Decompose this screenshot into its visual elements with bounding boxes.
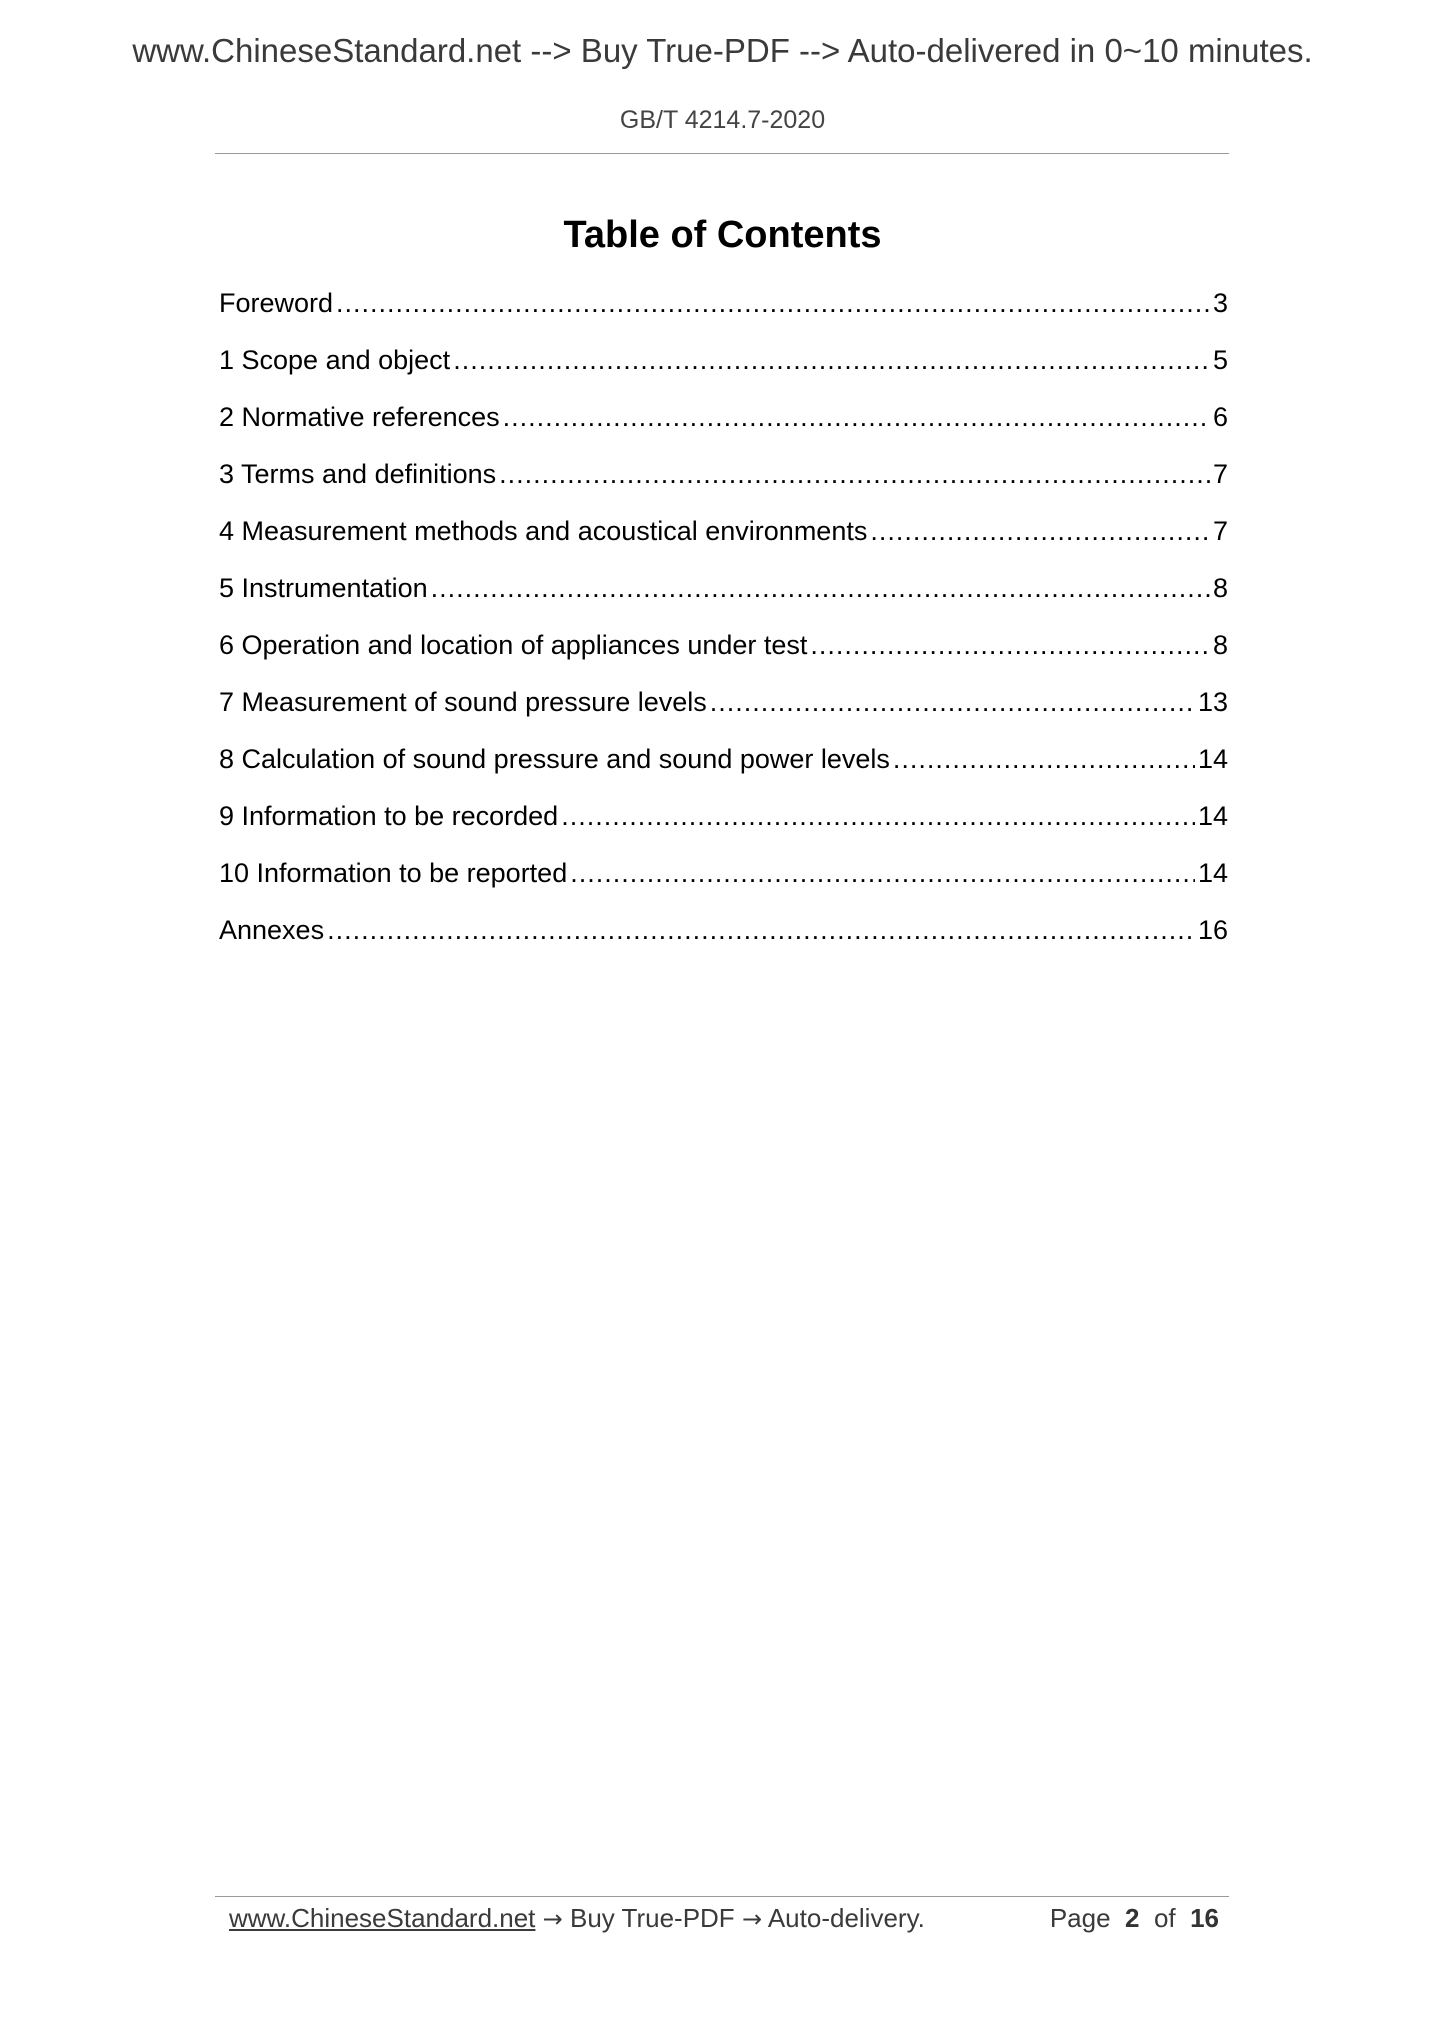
toc-entry[interactable] [219, 511, 1228, 568]
total-pages-number: 16 [1190, 1903, 1219, 1933]
toc-entry-page[interactable]: 3 [1212, 288, 1228, 318]
toc-entry-label[interactable]: 1 Scope and object [219, 345, 451, 375]
toc-list [219, 283, 1228, 967]
page-word: Page [1049, 1903, 1111, 1933]
footer-divider [215, 1896, 1229, 1897]
page-indicator [1050, 1898, 1219, 1938]
toc-entry-page[interactable]: 7 [1212, 516, 1228, 546]
toc-entry[interactable] [219, 340, 1228, 397]
toc-leader-dots [810, 625, 1210, 665]
footer-delivery-text: Auto-delivery. [767, 1903, 925, 1933]
toc-leader-dots [327, 910, 1195, 950]
toc-entry-page[interactable]: 14 [1197, 858, 1228, 888]
toc-entry-page[interactable]: 13 [1197, 687, 1228, 717]
header-divider [215, 153, 1229, 154]
toc-leader-dots [499, 454, 1210, 494]
toc-entry-label[interactable]: Foreword [219, 288, 334, 318]
toc-entry-page[interactable]: 14 [1197, 744, 1228, 774]
toc-entry-label[interactable]: 8 Calculation of sound pressure and sound power levels [219, 744, 890, 774]
toc-entry-label[interactable]: 7 Measurement of sound pressure levels [219, 687, 707, 717]
toc-entry[interactable] [219, 853, 1228, 910]
toc-entry[interactable] [219, 625, 1228, 682]
toc-leader-dots [453, 340, 1210, 380]
toc-entry-page[interactable]: 6 [1212, 402, 1228, 432]
right-arrow-icon: → [741, 1905, 763, 1933]
toc-entry[interactable] [219, 682, 1228, 739]
toc-entry[interactable] [219, 910, 1228, 967]
page-footer [229, 1898, 1229, 1938]
toc-entry-page[interactable]: 5 [1212, 345, 1228, 375]
toc-leader-dots [570, 853, 1195, 893]
footer-buy-text: Buy True-PDF [569, 1903, 735, 1933]
toc-title: Table of Contents [563, 214, 882, 256]
toc-entry-label[interactable]: 6 Operation and location of appliances under test [219, 630, 808, 660]
toc-leader-dots [503, 397, 1210, 437]
toc-entry-page[interactable]: 8 [1212, 630, 1228, 660]
document-code: GB/T 4214.7-2020 [619, 106, 826, 134]
toc-entry-page[interactable]: 14 [1197, 801, 1228, 831]
top-banner: www.ChineseStandard.net --> Buy True-PDF --> Auto-delivered in 0~10 minutes. [132, 32, 1313, 69]
toc-leader-dots [431, 568, 1210, 608]
toc-entry-label[interactable]: 3 Terms and definitions [219, 459, 497, 489]
toc-entry-page[interactable]: 7 [1212, 459, 1228, 489]
of-word: of [1153, 1903, 1176, 1933]
toc-entry-label[interactable]: 2 Normative references [219, 402, 500, 432]
toc-entry[interactable] [219, 397, 1228, 454]
toc-entry-label[interactable]: 10 Information to be reported [219, 858, 568, 888]
toc-leader-dots [870, 511, 1210, 551]
toc-entry[interactable] [219, 283, 1228, 340]
toc-entry[interactable] [219, 568, 1228, 625]
right-arrow-icon: → [542, 1905, 563, 1933]
toc-leader-dots [336, 283, 1210, 323]
toc-leader-dots [893, 739, 1195, 779]
current-page-number: 2 [1125, 1903, 1140, 1933]
toc-entry[interactable] [219, 454, 1228, 511]
toc-leader-dots [710, 682, 1195, 722]
toc-leader-dots [561, 796, 1195, 836]
toc-entry[interactable] [219, 796, 1228, 853]
footer-site-link[interactable]: www.ChineseStandard.net [229, 1903, 536, 1933]
toc-entry-label[interactable]: 4 Measurement methods and acoustical environments [219, 516, 868, 546]
footer-promo [229, 1898, 925, 1939]
toc-entry-label[interactable]: 5 Instrumentation [219, 573, 428, 603]
toc-entry-page[interactable]: 16 [1197, 915, 1228, 945]
toc-entry-label[interactable]: 9 Information to be recorded [219, 801, 559, 831]
toc-entry-label[interactable]: Annexes [219, 915, 325, 945]
toc-entry-page[interactable]: 8 [1212, 573, 1228, 603]
toc-entry[interactable] [219, 739, 1228, 796]
